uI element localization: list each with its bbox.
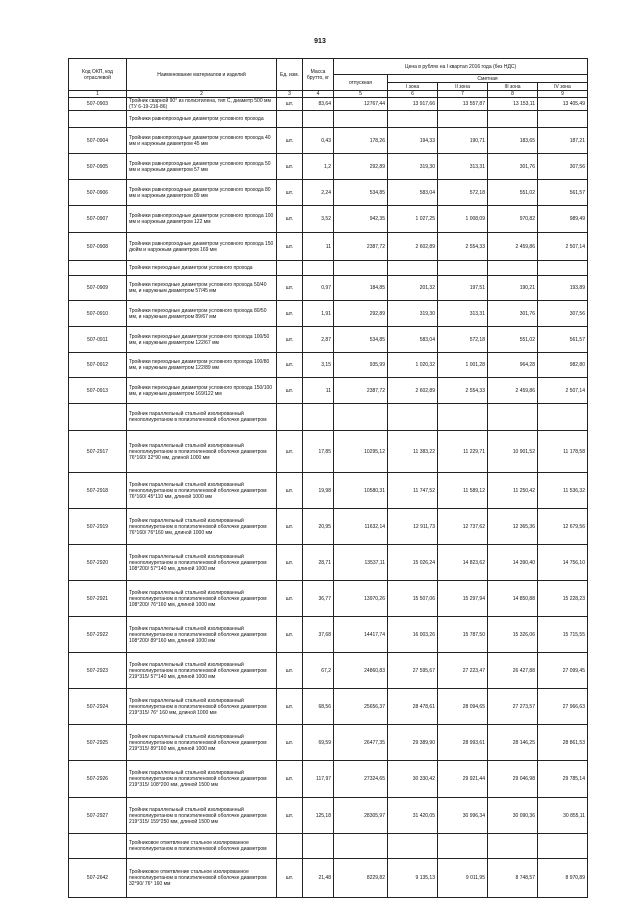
item-unit: шт. [277,617,303,653]
price-zone-2: 28 094,65 [438,689,488,725]
item-code: 507-2921 [69,581,127,617]
item-mass: 0,43 [303,128,334,154]
price-zone-3: 301,76 [488,301,538,327]
header-zone-4: IV зона [538,83,588,91]
price-zone-3: 8 748,57 [488,859,538,898]
price-release: 27324,65 [334,761,388,798]
item-mass: 2,24 [303,180,334,206]
item-code: 507-2917 [69,431,127,473]
item-unit: шт. [277,431,303,473]
price-zone-1: 9 135,13 [388,859,438,898]
item-mass [303,834,334,859]
price-zone-3: 12 365,36 [488,509,538,545]
item-unit: шт. [277,301,303,327]
price-zone-1: 28 478,61 [388,689,438,725]
price-zone-3: 970,82 [488,206,538,233]
header-smeta: Сметная [388,75,588,83]
price-zone-2: 197,51 [438,276,488,301]
price-zone-1: 2 602,89 [388,378,438,404]
item-code [69,404,127,431]
price-zone-4: 989,49 [538,206,588,233]
price-zone-2: 2 554,33 [438,378,488,404]
item-mass: 11 [303,378,334,404]
price-zone-1: 319,30 [388,154,438,180]
price-zone-2: 28 993,61 [438,725,488,761]
price-zone-4: 15 715,55 [538,617,588,653]
price-release [334,404,388,431]
item-name: Тройник параллельный стальной изолированный пенополиуретаном в полиэтиленовой оболочке диаметром 219°315/ 108°200 мм, длиной 1500 мм [127,761,277,798]
header-unit: Ед. изм. [277,59,303,91]
table-row [69,545,588,581]
price-release: 25656,37 [334,689,388,725]
price-release: 28305,97 [334,798,388,834]
item-name: Тройниковое ответвление стальное изолированное пенополиуретаном в полиэтиленовой оболочке диаметром [127,834,277,859]
price-zone-1: 1 027,25 [388,206,438,233]
item-name: Тройники равнопроходные диаметром условного прохода 50 мм и наружным диаметром 57 мм [127,154,277,180]
item-unit: шт. [277,545,303,581]
item-name: Тройники переходные диаметром условного прохода 100/50 мм, и наружным диаметром 122/67 мм [127,327,277,353]
price-zone-2: 27 223,47 [438,653,488,689]
price-release: 11632,14 [334,509,388,545]
price-zone-1: 30 330,42 [388,761,438,798]
price-release: 26477,35 [334,725,388,761]
table-row [69,128,588,154]
price-zone-3 [488,261,538,276]
price-zone-2: 13 557,87 [438,98,488,111]
table-row [69,473,588,509]
price-zone-4: 2 507,14 [538,233,588,261]
table-row [69,617,588,653]
price-zone-1: 27 595,67 [388,653,438,689]
item-mass: 1,91 [303,301,334,327]
item-name: Тройник параллельный стальной изолированный пенополиуретаном в полиэтиленовой оболочке диаметром 219°315/ 76° 160 мм, длиной 1000 мм [127,689,277,725]
price-zone-2: 572,18 [438,327,488,353]
price-zone-4: 8 970,89 [538,859,588,898]
price-zone-1: 201,32 [388,276,438,301]
item-name: Тройники переходные диаметром условного прохода 50/40 мм, и наружным диаметром 57/45 мм [127,276,277,301]
price-table [68,58,588,898]
price-zone-4: 193,89 [538,276,588,301]
table-row [69,98,588,111]
price-zone-4: 982,80 [538,353,588,378]
header-zone-1: I зона [388,83,438,91]
item-name: Тройники равнопроходные диаметром условного прохода 40 мм и наружным диаметром 45 мм [127,128,277,154]
table-row [69,431,588,473]
price-zone-4: 27 966,63 [538,689,588,725]
price-zone-4: 307,56 [538,154,588,180]
price-zone-3: 301,76 [488,154,538,180]
item-unit: шт. [277,128,303,154]
price-zone-1: 583,04 [388,327,438,353]
price-zone-2: 11 589,12 [438,473,488,509]
price-zone-3: 11 250,42 [488,473,538,509]
column-index: 7 [438,91,488,98]
item-unit [277,834,303,859]
item-unit: шт. [277,353,303,378]
item-name: Тройник параллельный стальной изолированный пенополиуретаном в полиэтиленовой оболочке диаметром 219°315/ 159°250 мм, длиной 1500 мм [127,798,277,834]
item-mass: 1,2 [303,154,334,180]
item-unit [277,404,303,431]
item-mass: 83,64 [303,98,334,111]
item-mass: 37,68 [303,617,334,653]
table-row [69,353,588,378]
price-release: 184,85 [334,276,388,301]
item-code: 507-2927 [69,798,127,834]
table-row [69,689,588,725]
column-index: 8 [488,91,538,98]
price-zone-2: 14 823,62 [438,545,488,581]
price-zone-3: 30 090,36 [488,798,538,834]
item-unit: шт. [277,581,303,617]
price-zone-1 [388,404,438,431]
item-mass: 3,15 [303,353,334,378]
item-code: 507-0903 [69,98,127,111]
price-release: 2387,72 [334,378,388,404]
price-zone-3: 14 850,88 [488,581,538,617]
item-unit: шт. [277,98,303,111]
item-name: Тройники равнопроходные диаметром условного прохода 150 дюйм и наружным диаметром 169 мм [127,233,277,261]
item-mass: 69,59 [303,725,334,761]
item-name: Тройниковое ответвление стальное изолированное пенополиуретаном в полиэтиленовой оболочке диаметром 32°90/ 76° 160 мм [127,859,277,898]
price-zone-4: 187,21 [538,128,588,154]
item-code: 507-0910 [69,301,127,327]
price-zone-2: 11 229,71 [438,431,488,473]
price-zone-1 [388,834,438,859]
table-row [69,206,588,233]
item-mass [303,111,334,128]
item-name: Тройник параллельный стальной изолированный пенополиуретаном в полиэтиленовой оболочке диаметром 219°315/ 89°160 мм, длиной 1000 мм [127,725,277,761]
item-code: 507-2918 [69,473,127,509]
table-row [69,834,588,859]
price-zone-3: 27 273,57 [488,689,538,725]
price-zone-3: 26 427,88 [488,653,538,689]
item-name: Тройник параллельный стальной изолированный пенополиуретаном в полиэтиленовой оболочке диаметром 76°160/ 45°110 мм, длиной 1000 мм [127,473,277,509]
item-name: Тройник сварной 90° из полиэтилена, тип С, диаметр 500 мм (ТУ 6-19-216-86) [127,98,277,111]
item-name: Тройники равнопроходные диаметром условного прохода 80 мм и наружным диаметром 89 мм [127,180,277,206]
price-release: 24860,83 [334,653,388,689]
price-zone-4: 2 507,14 [538,378,588,404]
price-zone-1: 16 003,26 [388,617,438,653]
item-mass [303,404,334,431]
item-name: Тройник параллельный стальной изолированный пенополиуретаном в полиэтиленовой оболочке диаметром 76°160/ 32°90 мм, длиной 1000 мм [127,431,277,473]
table-row [69,276,588,301]
item-mass: 11 [303,233,334,261]
price-zone-3: 15 326,06 [488,617,538,653]
table-row [69,404,588,431]
price-zone-3: 14 390,40 [488,545,538,581]
table-row [69,261,588,276]
item-unit: шт. [277,859,303,898]
price-zone-3 [488,834,538,859]
header-mass: Масса брутто, кг [303,59,334,91]
price-zone-3: 29 046,98 [488,761,538,798]
price-release: 13970,26 [334,581,388,617]
price-zone-3: 551,02 [488,180,538,206]
item-mass: 68,56 [303,689,334,725]
table-row [69,378,588,404]
table-row [69,725,588,761]
price-zone-2: 15 787,50 [438,617,488,653]
item-name: Тройники равнопроходные диаметром условного прохода [127,111,277,128]
table-row [69,180,588,206]
column-index: 1 [69,91,127,98]
price-zone-4 [538,111,588,128]
item-code [69,261,127,276]
header-zone-2: II зона [438,83,488,91]
price-release: 935,99 [334,353,388,378]
header-zone-3: III зона [488,83,538,91]
price-zone-2 [438,111,488,128]
price-release: 534,85 [334,180,388,206]
item-mass: 2,87 [303,327,334,353]
item-code: 507-2922 [69,617,127,653]
item-code: 507-2642 [69,859,127,898]
price-zone-1: 31 420,05 [388,798,438,834]
page-number: 913 [314,38,326,45]
price-release: 292,89 [334,301,388,327]
price-zone-3: 2 459,86 [488,378,538,404]
price-zone-3: 551,02 [488,327,538,353]
item-unit: шт. [277,180,303,206]
price-zone-2 [438,261,488,276]
price-zone-1: 13 917,66 [388,98,438,111]
item-unit: шт. [277,473,303,509]
price-release [334,111,388,128]
item-mass: 17,85 [303,431,334,473]
table-row [69,581,588,617]
price-zone-1: 2 602,89 [388,233,438,261]
price-zone-4 [538,261,588,276]
item-code [69,834,127,859]
price-zone-1: 12 911,73 [388,509,438,545]
item-code: 507-0912 [69,353,127,378]
header-release-price: отпускная [334,75,388,91]
price-release: 534,85 [334,327,388,353]
item-code: 507-2926 [69,761,127,798]
price-zone-2: 313,31 [438,154,488,180]
price-zone-2 [438,404,488,431]
price-zone-2: 572,18 [438,180,488,206]
item-mass: 67,2 [303,653,334,689]
table-row [69,859,588,898]
item-name: Тройники переходные диаметром условного прохода 150/100 мм, и наружным диаметром 169/122 мм [127,378,277,404]
item-code: 507-0908 [69,233,127,261]
price-zone-3: 190,21 [488,276,538,301]
item-code: 507-0904 [69,128,127,154]
price-zone-4 [538,834,588,859]
price-zone-1: 194,33 [388,128,438,154]
item-name: Тройник параллельный стальной изолированный пенополиуретаном в полиэтиленовой оболочке диаметром 219°315/ 57°140 мм, длиной 1000 мм [127,653,277,689]
price-release: 2387,72 [334,233,388,261]
price-zone-2: 2 554,33 [438,233,488,261]
table-row [69,761,588,798]
item-unit: шт. [277,233,303,261]
table-row [69,301,588,327]
price-zone-3: 183,65 [488,128,538,154]
item-mass: 3,52 [303,206,334,233]
item-mass: 125,18 [303,798,334,834]
column-index-row [69,91,588,98]
item-name: Тройники переходные диаметром условного прохода 80/50 мм, и наружным диаметром 89/67 мм [127,301,277,327]
price-zone-1 [388,261,438,276]
item-name: Тройник параллельный стальной изолированный пенополиуретаном в полиэтиленовой оболочке диаметром 108°200/ 76°160 мм, длиной 1000 мм [127,581,277,617]
item-unit: шт. [277,798,303,834]
table-row [69,327,588,353]
price-zone-2: 29 921,44 [438,761,488,798]
price-zone-4: 28 861,53 [538,725,588,761]
price-zone-1: 11 747,52 [388,473,438,509]
table-row [69,509,588,545]
price-zone-2: 9 011,95 [438,859,488,898]
price-zone-1 [388,111,438,128]
price-release: 13537,11 [334,545,388,581]
item-code: 507-0905 [69,154,127,180]
price-zone-1: 583,04 [388,180,438,206]
item-name: Тройники переходные диаметром условного прохода [127,261,277,276]
price-zone-4: 15 228,23 [538,581,588,617]
price-zone-4: 13 405,49 [538,98,588,111]
item-unit [277,261,303,276]
price-zone-2: 1 008,09 [438,206,488,233]
price-zone-2: 1 001,28 [438,353,488,378]
header-code: Код ОКП, код отраслевой [69,59,127,91]
price-zone-1: 1 020,32 [388,353,438,378]
column-index: 4 [303,91,334,98]
table-row [69,798,588,834]
item-unit: шт. [277,327,303,353]
item-name: Тройники равнопроходные диаметром условного прохода 100 мм и наружным диаметром 122 мм [127,206,277,233]
header-price-group: Цена в рублях на I квартал 2016 года (без НДС) [334,59,588,75]
price-zone-3: 28 146,25 [488,725,538,761]
price-release: 14417,74 [334,617,388,653]
table-row [69,154,588,180]
price-zone-2: 15 297,94 [438,581,488,617]
price-zone-3 [488,111,538,128]
price-zone-4: 11 178,58 [538,431,588,473]
item-mass: 0,97 [303,276,334,301]
item-mass: 20,95 [303,509,334,545]
item-code [69,111,127,128]
price-zone-1: 15 507,06 [388,581,438,617]
item-name: Тройник параллельный стальной изолированный пенополиуретаном в полиэтиленовой оболочке диаметром 108°200/ 57°140 мм, длиной 1000 мм [127,545,277,581]
price-zone-1: 15 026,24 [388,545,438,581]
price-release: 8229,82 [334,859,388,898]
item-code: 507-0906 [69,180,127,206]
item-unit: шт. [277,689,303,725]
price-release: 10580,31 [334,473,388,509]
item-mass: 19,98 [303,473,334,509]
price-zone-4 [538,404,588,431]
price-release: 12767,44 [334,98,388,111]
price-release [334,834,388,859]
item-unit: шт. [277,206,303,233]
item-unit: шт. [277,761,303,798]
price-zone-4: 12 679,56 [538,509,588,545]
table-row [69,111,588,128]
price-release: 942,35 [334,206,388,233]
price-zone-1: 29 389,90 [388,725,438,761]
item-unit: шт. [277,154,303,180]
price-zone-4: 11 536,32 [538,473,588,509]
price-release: 292,89 [334,154,388,180]
price-zone-4: 561,57 [538,180,588,206]
price-zone-3: 2 459,86 [488,233,538,261]
item-unit: шт. [277,378,303,404]
price-zone-4: 27 099,45 [538,653,588,689]
table-row [69,233,588,261]
item-mass: 28,71 [303,545,334,581]
item-mass: 36,77 [303,581,334,617]
column-index: 3 [277,91,303,98]
item-code: 507-2925 [69,725,127,761]
column-index: 5 [334,91,388,98]
price-zone-3: 13 153,11 [488,98,538,111]
item-unit: шт. [277,653,303,689]
item-name: Тройник параллельный стальной изолированный пенополиуретаном в полиэтиленовой оболочке диаметром [127,404,277,431]
price-zone-1: 11 383,22 [388,431,438,473]
price-zone-3: 10 901,52 [488,431,538,473]
item-code: 507-0907 [69,206,127,233]
item-code: 507-2924 [69,689,127,725]
price-zone-2: 313,31 [438,301,488,327]
item-unit: шт. [277,276,303,301]
price-zone-4: 30 855,11 [538,798,588,834]
column-index: 9 [538,91,588,98]
price-zone-4: 29 785,14 [538,761,588,798]
price-zone-4: 307,56 [538,301,588,327]
column-index: 6 [388,91,438,98]
table-row [69,653,588,689]
item-unit: шт. [277,725,303,761]
item-name: Тройник параллельный стальной изолированный пенополиуретаном в полиэтиленовой оболочке диаметром 76°160/ 76°160 мм, длиной 1000 мм [127,509,277,545]
column-index: 2 [127,91,277,98]
price-zone-1: 319,30 [388,301,438,327]
price-zone-4: 14 756,10 [538,545,588,581]
item-code: 507-2923 [69,653,127,689]
item-mass: 117,97 [303,761,334,798]
price-zone-3 [488,404,538,431]
item-mass [303,261,334,276]
item-code: 507-2920 [69,545,127,581]
price-release: 10295,12 [334,431,388,473]
header-name: Наименование материалов и изделий [127,59,277,91]
price-zone-2: 12 737,62 [438,509,488,545]
item-mass: 21,48 [303,859,334,898]
price-zone-2: 30 996,34 [438,798,488,834]
price-release [334,261,388,276]
price-zone-4: 561,57 [538,327,588,353]
item-name: Тройники переходные диаметром условного прохода 100/80 мм, и наружным диаметром 122/89 мм [127,353,277,378]
item-code: 507-2919 [69,509,127,545]
item-unit [277,111,303,128]
item-unit: шт. [277,509,303,545]
item-code: 507-0911 [69,327,127,353]
item-code: 507-0913 [69,378,127,404]
price-release: 178,26 [334,128,388,154]
item-code: 507-0909 [69,276,127,301]
item-name: Тройник параллельный стальной изолированный пенополиуретаном в полиэтиленовой оболочке диаметром 108°200/ 89°160 мм, длиной 1000 мм [127,617,277,653]
price-zone-2 [438,834,488,859]
price-zone-2: 190,71 [438,128,488,154]
price-zone-3: 964,28 [488,353,538,378]
